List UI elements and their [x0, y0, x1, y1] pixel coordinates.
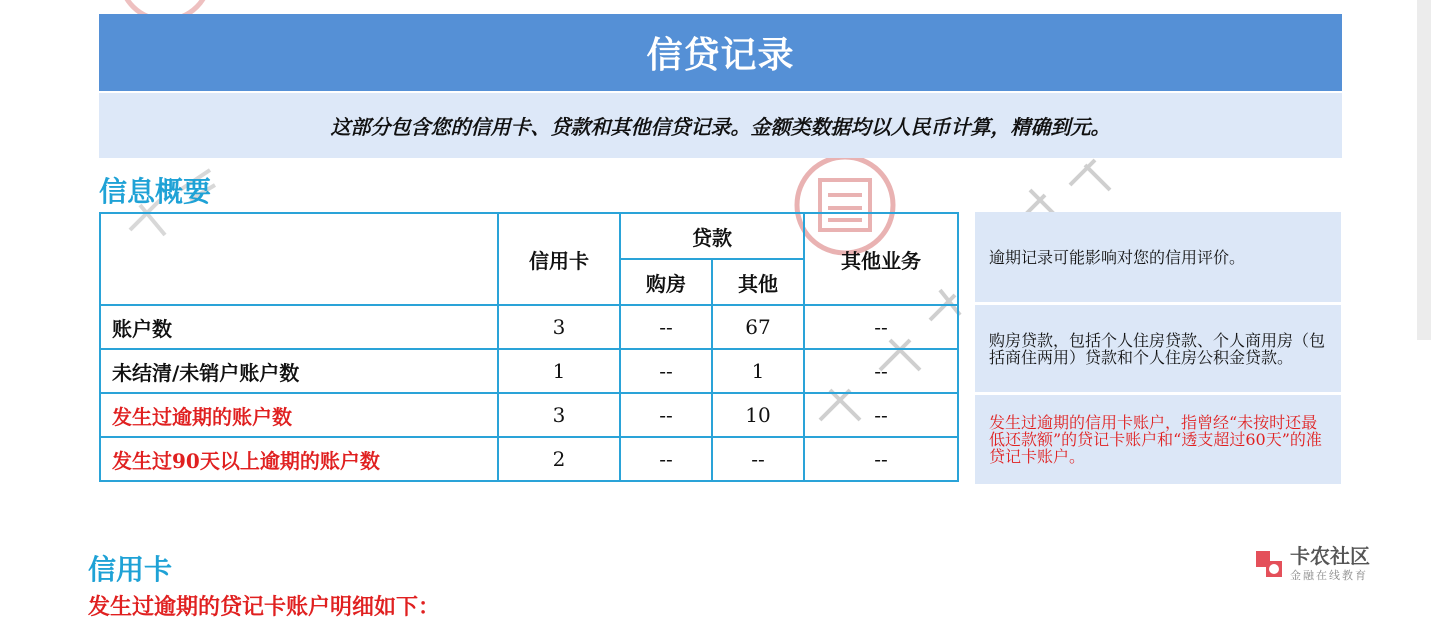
cell-other: 67 [712, 305, 804, 349]
cell-other-business: -- [804, 305, 958, 349]
logo-icon [1252, 547, 1286, 581]
cell-credit-card: 2 [498, 437, 620, 481]
summary-table [99, 212, 959, 482]
note-text: 购房贷款，包括个人住房贷款、个人商用房（包括商住两用）贷款和个人住房公积金贷款。 [989, 330, 1326, 367]
table-row [100, 349, 958, 393]
cell-other-business: -- [804, 393, 958, 437]
cell-other-business: -- [804, 437, 958, 481]
header-other-business: 其他业务 [804, 213, 958, 305]
header-housing: 购房 [620, 259, 712, 305]
note-text: 逾期记录可能影响对您的信用评价。 [989, 247, 1246, 267]
table-row [100, 393, 958, 437]
table-row [100, 437, 958, 481]
credit-card-title: 信用卡 [88, 553, 173, 586]
section-description [99, 93, 1342, 158]
table-row [100, 305, 958, 349]
row-label: 账户数 [100, 305, 498, 349]
header-other: 其他 [712, 259, 804, 305]
row-label: 未结清/未销户账户数 [100, 349, 498, 393]
logo-name: 卡农社区 [1290, 544, 1370, 568]
cell-other: 1 [712, 349, 804, 393]
note-overdue-impact [975, 212, 1341, 302]
overdue-detail-title: 发生过逾期的贷记卡账户明细如下： [88, 594, 441, 620]
header-credit-card: 信用卡 [498, 213, 620, 305]
page-title: 信贷记录 [646, 34, 795, 76]
note-text: 发生过逾期的信用卡账户，指曾经“未按时还最低还款额”的贷记卡账户和“透支超过60天”的准贷记卡账户。 [989, 413, 1322, 466]
note-overdue-card [975, 395, 1341, 484]
table-header-row [100, 213, 958, 259]
credit-record-header [99, 14, 1342, 91]
kanong-logo [1252, 545, 1370, 583]
cell-other: 10 [712, 393, 804, 437]
notes-panel [975, 212, 1341, 487]
cell-other-business: -- [804, 349, 958, 393]
summary-title: 信息概要 [99, 175, 212, 208]
cell-other: -- [712, 437, 804, 481]
note-housing-loan [975, 305, 1341, 392]
header-loan: 贷款 [620, 213, 804, 259]
cell-credit-card: 3 [498, 305, 620, 349]
row-label: 发生过逾期的账户数 [100, 393, 498, 437]
description-text: 这部分包含您的信用卡、贷款和其他信贷记录。金额类数据均以人民币计算，精确到元。 [330, 115, 1111, 139]
cell-credit-card: 3 [498, 393, 620, 437]
logo-tagline: 金融在线教育 [1290, 569, 1368, 582]
row-label: 发生过90天以上逾期的账户数 [100, 437, 498, 481]
cell-housing: -- [620, 349, 712, 393]
cell-credit-card: 1 [498, 349, 620, 393]
header-empty-cell [100, 213, 498, 305]
scrollbar[interactable] [1417, 0, 1431, 340]
cell-housing: -- [620, 305, 712, 349]
cell-housing: -- [620, 437, 712, 481]
cell-housing: -- [620, 393, 712, 437]
